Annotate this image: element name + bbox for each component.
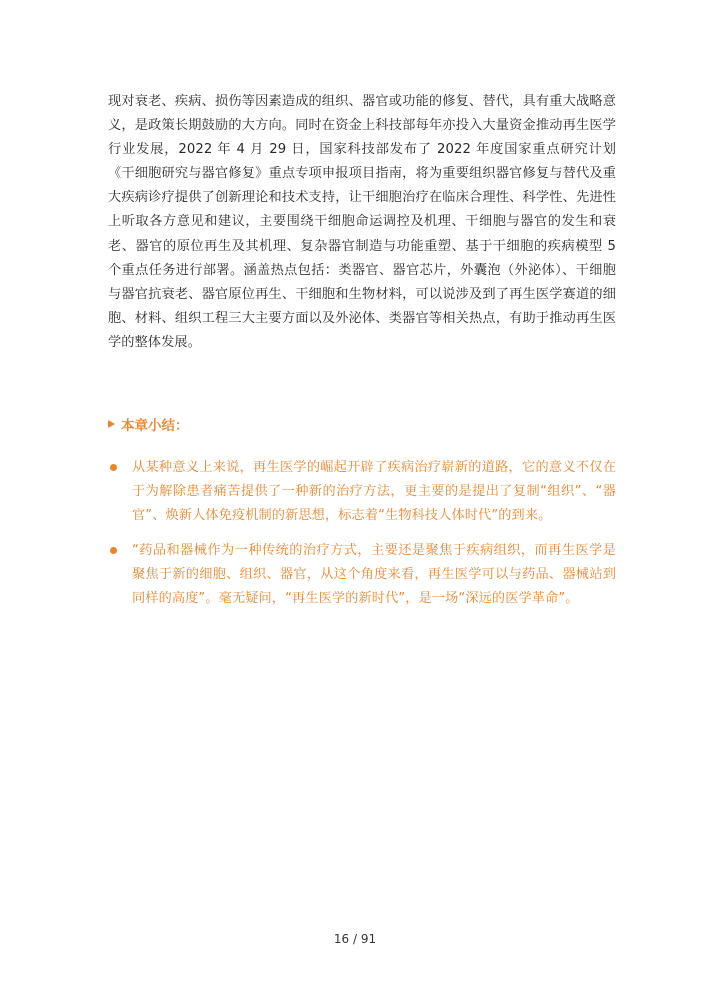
page-number: 16 / 91 (333, 932, 377, 946)
bullet-dot-icon (110, 547, 117, 554)
summary-item-text: 从某种意义上来说，再生医学的崛起开辟了疾病治疗崭新的道路，它的意义不仅在于为解除患者痛苦提供了一种新的治疗方法，更主要的是提出了复制“组织”、“器官”、焕新人体免疫机制的新思想，标志着“生物科技人体时代”的到来。 (132, 460, 616, 524)
triangle-right-icon (108, 420, 115, 428)
chapter-summary-heading-text: 本章小结： (121, 418, 189, 434)
list-item (108, 539, 616, 611)
summary-item-text: “药品和器械作为一种传统的治疗方式，主要还是聚焦于疾病组织，而再生医学是聚焦于新的细胞、组织、器官，从这个角度来看，再生医学可以与药品、器械站到同样的高度”。毫无疑问，“再生医学的新时代”，是一场“深远的医学革命”。 (132, 543, 616, 607)
chapter-summary-heading (108, 414, 189, 434)
bullet-dot-icon (110, 464, 117, 471)
list-item (108, 456, 616, 528)
chapter-summary-list (108, 456, 616, 623)
body-paragraph: 现对衰老、疾病、损伤等因素造成的组织、器官或功能的修复、替代，具有重大战略意义，是政策长期鼓励的大方向。同时在资金上科技部每年亦投入大量资金推动再生医学行业发展，2022 年 4 月 29 日，国家科技部发布了 2022 年度国家重点研究计划《干细胞研究与器官修复》重点专项申报项目指南，将为重要组织器官修复与替代及重大疾病诊疗提供了创新理论和技术支持，让干细胞治疗在临床合理性、科学性、先进性上听取各方意见和建议，主要围绕干细胞命运调控及机理、干细胞与器官的发生和衰老、器官的原位再生及其机理、复杂器官制造与功能重塑、基于干细胞的疾病模型 5 个重点任务进行部署。涵盖热点包括：类器官、器官芯片，外囊泡（外泌体）、干细胞与器官抗衰老、器官原位再生、干细胞和生物材料，可以说涉及到了再生医学赛道的细胞、材料、组织工程三大主要方面以及外泌体、类器官等相关热点，有助于推动再生医学的整体发展。 (108, 94, 616, 350)
